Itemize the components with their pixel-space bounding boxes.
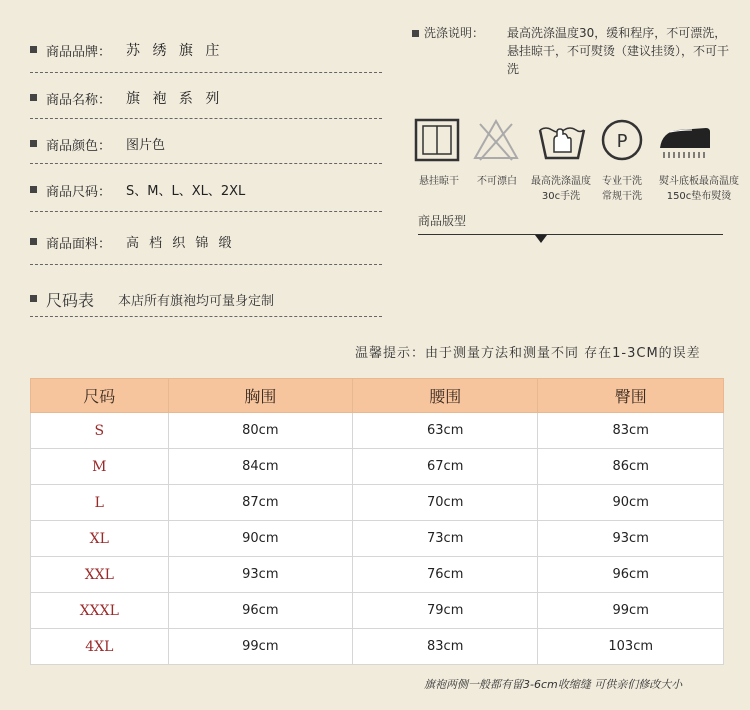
table-row [31, 629, 724, 665]
dry-clean-letter: P [616, 131, 628, 152]
pattern-line [418, 234, 723, 235]
size-chart-title: 尺码表 [46, 291, 95, 310]
table-row [31, 449, 724, 485]
iron-icon [656, 118, 716, 162]
waist-cell: 83cm [353, 629, 538, 665]
bust-cell: 90cm [168, 521, 352, 557]
size-value: S、M、L、XL、2XL [126, 184, 246, 199]
footer-note: 旗袍两侧一般都有留3-6cm收缩缝 可供亲们修改大小 [424, 678, 683, 691]
bullet-square [30, 238, 37, 245]
fabric-label: 商品面料： [46, 237, 112, 252]
size-cell: S [31, 413, 169, 449]
size-cell: XXXL [31, 593, 169, 629]
bullet-square [30, 94, 37, 101]
divider [30, 163, 382, 164]
no-bleach-icon [472, 118, 520, 162]
hand-wash-caption: 最高洗涤温度 30c手洗 [531, 176, 591, 202]
size-label: 商品尺码： [46, 185, 112, 200]
waist-cell: 76cm [353, 557, 538, 593]
size-cell: XXL [31, 557, 169, 593]
table-row [31, 413, 724, 449]
bullet-square [30, 295, 37, 302]
hang-dry-caption: 悬挂晾干 [419, 176, 459, 187]
waist-cell: 63cm [353, 413, 538, 449]
pattern-label: 商品版型 [418, 214, 467, 228]
divider [30, 211, 382, 212]
info-color [30, 132, 380, 162]
header-hip: 臀围 [538, 379, 724, 413]
bullet-square [30, 46, 37, 53]
hip-cell: 83cm [538, 413, 724, 449]
brand-label: 商品品牌： [46, 45, 112, 60]
bust-cell: 80cm [168, 413, 352, 449]
pattern-indicator [535, 235, 547, 243]
washing-label: 洗涤说明： [424, 26, 485, 40]
divider [30, 72, 382, 73]
info-size [30, 178, 380, 208]
measurement-tip: 温馨提示：由于测量方法和测量不同 存在1-3CM的误差 [355, 346, 701, 361]
hip-cell: 103cm [538, 629, 724, 665]
bust-cell: 93cm [168, 557, 352, 593]
size-cell: 4XL [31, 629, 169, 665]
info-fabric [30, 230, 380, 260]
header-waist: 腰围 [353, 379, 538, 413]
waist-cell: 73cm [353, 521, 538, 557]
hip-cell: 90cm [538, 485, 724, 521]
hand-wash-icon [538, 118, 586, 162]
hip-cell: 99cm [538, 593, 724, 629]
size-cell: L [31, 485, 169, 521]
table-row [31, 593, 724, 629]
table-header-row [31, 379, 724, 413]
bullet-square [30, 140, 37, 147]
table-row [31, 485, 724, 521]
bullet-square [30, 186, 37, 193]
hip-cell: 96cm [538, 557, 724, 593]
table-row [31, 521, 724, 557]
waist-cell: 67cm [353, 449, 538, 485]
bust-cell: 87cm [168, 485, 352, 521]
color-label: 商品颜色： [46, 139, 112, 154]
bust-cell: 84cm [168, 449, 352, 485]
iron-caption: 熨斗底板最高温度 150c垫布熨烫 [659, 176, 739, 202]
fabric-value: 高 档 织 锦 缎 [126, 236, 235, 251]
name-label: 商品名称： [46, 93, 112, 108]
no-bleach-caption: 不可漂白 [477, 176, 517, 187]
table-row [31, 557, 724, 593]
info-name [30, 86, 380, 116]
professional-dry-clean-icon [598, 118, 646, 162]
info-brand [30, 38, 380, 68]
dry-clean-caption: 专业干洗 常规干洗 [602, 176, 642, 202]
color-value: 图片色 [126, 138, 166, 153]
size-cell: XL [31, 521, 169, 557]
divider [30, 264, 382, 265]
header-size: 尺码 [31, 379, 169, 413]
hip-cell: 93cm [538, 521, 724, 557]
divider [30, 118, 382, 119]
bust-cell: 99cm [168, 629, 352, 665]
size-cell: M [31, 449, 169, 485]
washing-text: 最高洗涤温度30，缓和程序，不可漂洗，悬挂晾干，不可熨烫（建议挂烫），不可干洗 [507, 26, 730, 76]
hip-cell: 86cm [538, 449, 724, 485]
size-chart-subtitle: 本店所有旗袍均可量身定制 [118, 294, 275, 309]
name-value: 旗 袍 系 列 [126, 91, 224, 107]
size-table [30, 378, 724, 665]
divider [30, 316, 382, 317]
brand-value: 苏 绣 旗 庄 [126, 43, 224, 59]
bust-cell: 96cm [168, 593, 352, 629]
hang-dry-icon [414, 118, 462, 162]
bullet-square [412, 30, 419, 37]
waist-cell: 79cm [353, 593, 538, 629]
waist-cell: 70cm [353, 485, 538, 521]
header-bust: 胸围 [168, 379, 352, 413]
